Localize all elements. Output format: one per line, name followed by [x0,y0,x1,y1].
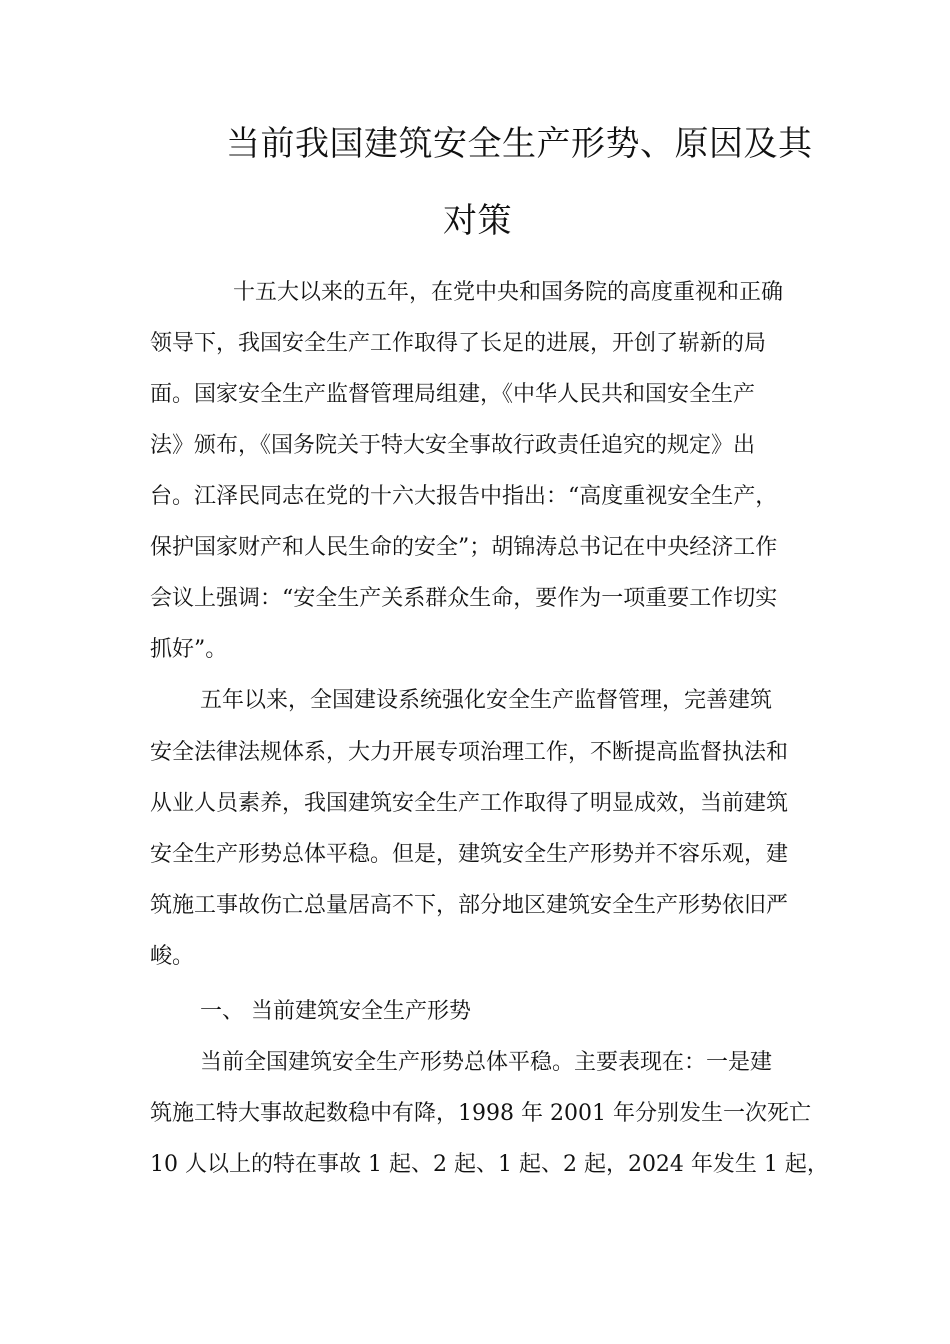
body-line-16: 当前全国建筑安全生产形势总体平稳。主要表现在：一是建 [200,1050,773,1075]
body-line-12: 安全生产形势总体平稳。但是，建筑安全生产形势并不容乐观，建 [150,842,789,867]
section-heading: 一、 当前建筑安全生产形势 [200,999,471,1024]
body-line-5: 台。江泽民同志在党的十六大报告中指出：“高度重视安全生产， [150,484,778,509]
body-line-14: 峻。 [150,944,195,969]
document-title-line-2: 对策 [443,201,512,241]
body-line-7: 会议上强调：“安全生产关系群众生命，要作为一项重要工作切实 [150,586,778,611]
body-line-8: 抓好”。 [150,637,228,662]
body-line-9: 五年以来，全国建设系统强化安全生产监督管理，完善建筑 [200,688,773,713]
body-line-13: 筑施工事故伤亡总量居高不下，部分地区建筑安全生产形势依旧严 [150,893,789,918]
body-line-1: 十五大以来的五年，在党中央和国务院的高度重视和正确 [233,280,784,305]
body-line-2: 领导下，我国安全生产工作取得了长足的进展，开创了崭新的局 [150,331,767,356]
body-line-6: 保护国家财产和人民生命的安全”；胡锦涛总书记在中央经济工作 [150,535,778,560]
body-line-4: 法》颁布，《国务院关于特大安全事故行政责任追究的规定》出 [150,433,756,458]
body-line-18: 10 人以上的特在事故 1 起、2 起、1 起、2 起，2024 年发生 1 起， [150,1152,829,1177]
body-line-3: 面。国家安全生产监督管理局组建，《中华人民共和国安全生产 [150,382,756,407]
body-line-17: 筑施工特大事故起数稳中有降，1998 年 2001 年分别发生一次死亡 [150,1101,811,1126]
document-title-line-1: 当前我国建筑安全生产形势、原因及其 [226,124,813,164]
body-line-11: 从业人员素养，我国建筑安全生产工作取得了明显成效，当前建筑 [150,791,789,816]
body-line-10: 安全法律法规体系，大力开展专项治理工作，不断提高监督执法和 [150,740,789,765]
